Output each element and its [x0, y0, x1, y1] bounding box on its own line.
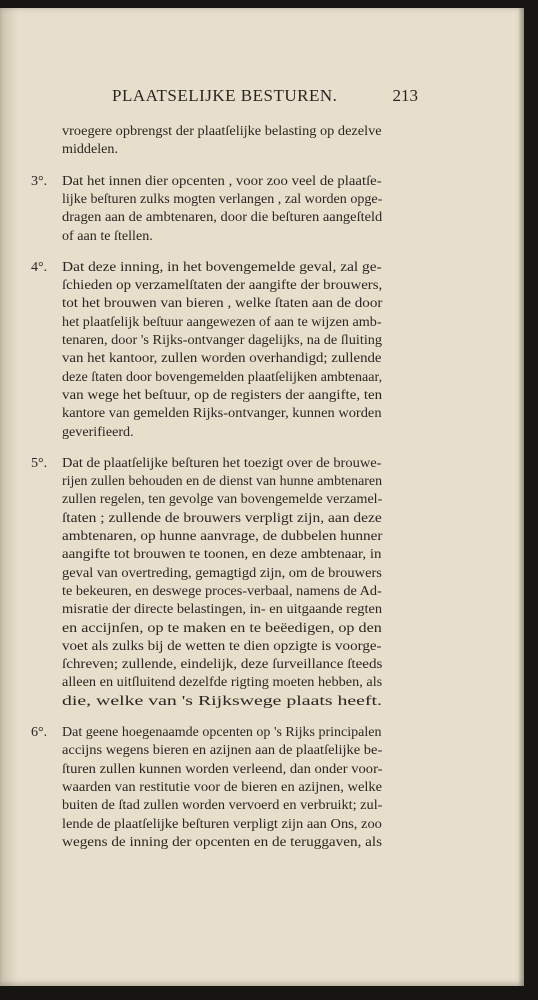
- paragraph-number: 6°.: [31, 724, 48, 740]
- text-line: aangifte tot brouwen te toonen, en deze ambtenaar, in: [62, 546, 382, 563]
- text-line: deze ſtaten door bovengemelden plaatſelijken ambtenaar,: [62, 368, 383, 385]
- text-line: te bekeuren, en deswege proces-verbaal, namens de Ad-: [62, 582, 382, 599]
- text-line: misratie der directe belastingen, in- en uitgaande regten: [62, 601, 383, 618]
- text-line: ſtaten ; zullende de brouwers verpligt zijn, aan deze: [62, 509, 382, 526]
- text-line: voet als zulks bij de wetten te dien opzigte is voorge-: [62, 637, 382, 654]
- text-line: ambtenaren, op hunne aanvrage, de dubbelen hunner: [62, 528, 383, 544]
- text-line: buiten de ſtad zullen worden vervoerd en verbruikt; zul-: [62, 797, 383, 814]
- text-line: rijen zullen behouden en de dienst van hunne ambtenaren: [62, 473, 383, 490]
- text-line: alleen en uitſluitend dezelfde rigting moeten hebben, als: [62, 674, 383, 691]
- text-line: het plaatſelijk beſtuur aangewezen of aan te wijzen amb-: [62, 313, 382, 330]
- page-edge: [518, 8, 524, 986]
- text-line: middelen.: [62, 141, 118, 158]
- text-line: tot het brouwen van bieren , welke ſtaten aan de door: [62, 295, 383, 312]
- page-number: 213: [392, 86, 418, 105]
- text-line: geverifieerd.: [62, 423, 134, 440]
- text-line: lende de plaatſelijke beſturen verpligt zijn aan Ons, zoo: [62, 815, 382, 832]
- text-line: lijke beſturen zulks mogten verlangen , zal worden opge-: [62, 190, 383, 207]
- text-line: kantore van gemelden Rijks-ontvanger, kunnen worden: [62, 405, 382, 422]
- spine-shadow: [0, 8, 18, 986]
- text-line: Dat het innen dier opcenten , voor zoo veel de plaatſe-: [62, 172, 382, 189]
- paragraph-number: 3°.: [31, 172, 48, 189]
- text-line: Dat deze inning, in het bovengemelde geval, zal ge-: [62, 258, 382, 275]
- text-line: ſchieden op verzamelſtaten der aangifte der brouwers,: [62, 277, 383, 294]
- text-line: ſchreven; zullende, eindelijk, deze ſurveillance ſteeds: [62, 656, 383, 673]
- text-line: waarden van restitutie voor de bieren en azijnen, welke: [62, 778, 383, 795]
- text-line: accijns wegens bieren en azijnen aan de plaatſelijke be-: [62, 742, 383, 759]
- text-line: dragen aan de ambtenaren, door die beſturen aangeſteld: [62, 209, 383, 226]
- text-line: zullen regelen, ten gevolge van bovengemelde verzamel-: [62, 491, 383, 508]
- text-line: geval van overtreding, gemagtigd zijn, om de brouwers: [62, 564, 382, 581]
- text-line: van het kantoor, zullen worden overhandigd; zullende: [62, 350, 382, 367]
- running-head: PLAATSELIJKE BESTUREN.: [112, 86, 338, 105]
- text-line: van wege het beſtuur, op de registers der aangifte, ten: [62, 386, 383, 403]
- text-line: wegens de inning der opcenten en de teruggaven, als: [62, 833, 383, 850]
- text-line: ſturen zullen kunnen worden verleend, dan onder voor-: [62, 760, 383, 777]
- text-line: Dat de plaatſelijke beſturen het toezigt over de brouwe-: [62, 454, 382, 471]
- text-line: en accijnſen, op te maken en te beëedigen, op den: [62, 619, 382, 636]
- text-line: Dat geene hoegenaamde opcenten op 's Rijks principalen: [62, 724, 382, 740]
- book-page: [0, 8, 524, 986]
- text-line: vroegere opbrengst der plaatſelijke belasting op dezelve: [62, 123, 382, 139]
- paragraph-number: 5°.: [31, 454, 48, 471]
- text-line: of aan te ſtellen.: [62, 227, 153, 244]
- paragraph-number: 4°.: [31, 258, 48, 275]
- text-line: die, welke van 's Rijkswege plaats heeft.: [62, 692, 382, 709]
- text-line: tenaren, door 's Rijks-ontvanger dagelijks, na de ſluiting: [62, 332, 383, 348]
